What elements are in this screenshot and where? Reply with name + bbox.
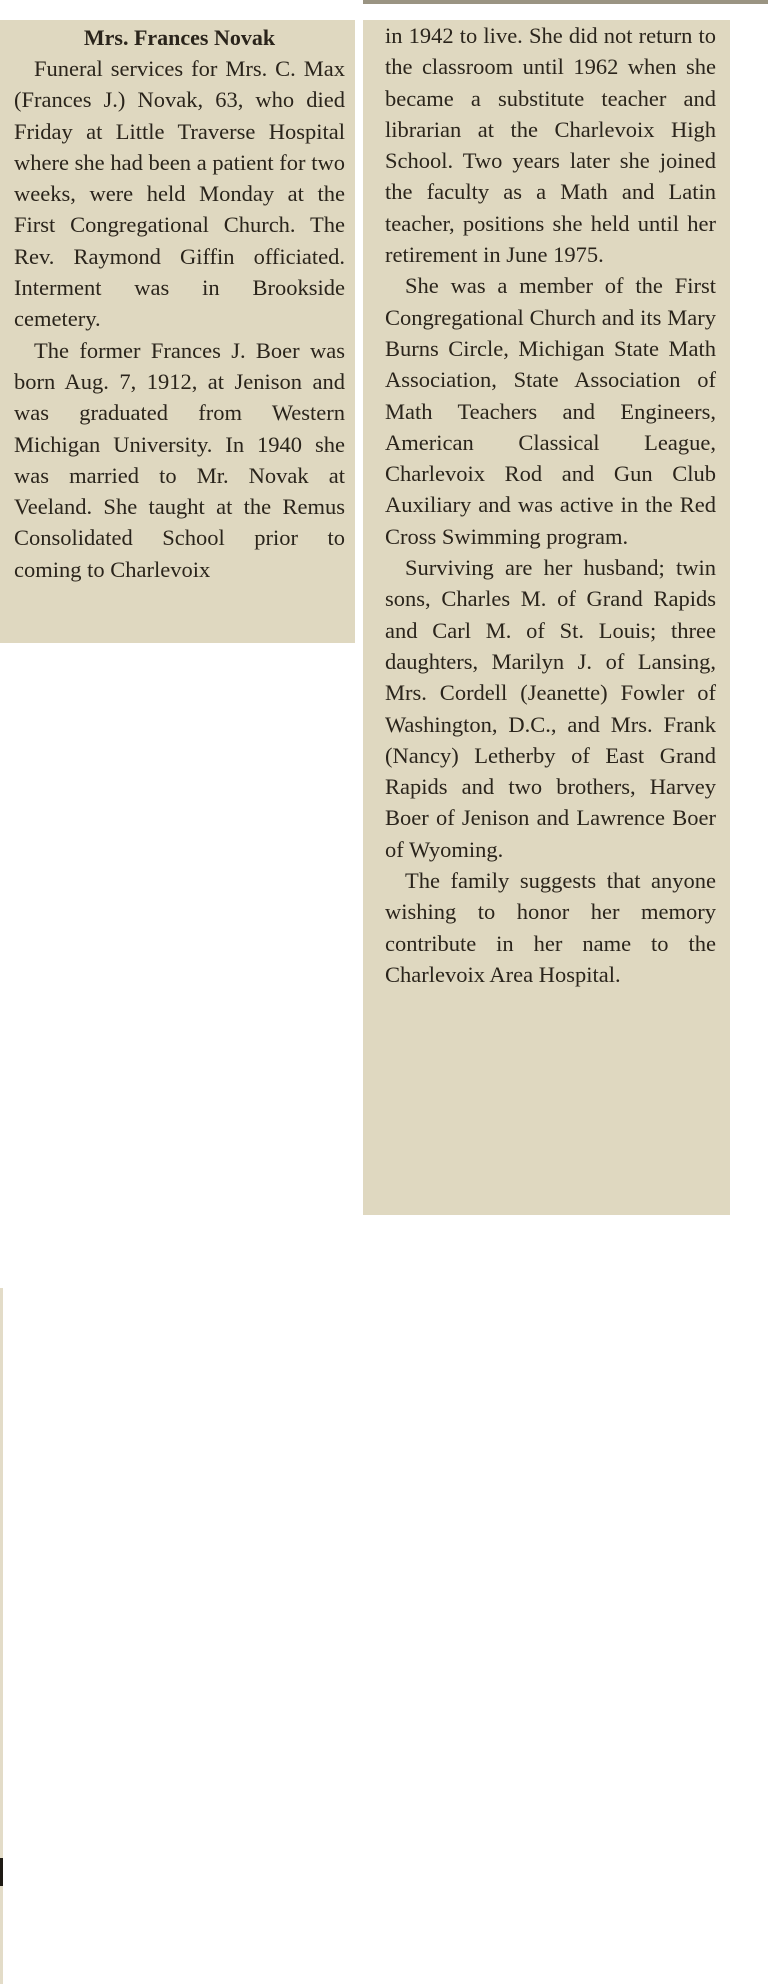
paragraph-biography: The former Frances J. Boer was born Aug. 7, 1912, at Jenison and was graduated from Western Michigan University. In 1940 she was married to Mr. Novak at Veeland. She taught at the Remus Consolidated School prior to coming to Charlevoix [14, 337, 345, 582]
scan-tick-mark [0, 1858, 3, 1886]
paragraph-biography-continued: in 1942 to live. She did not return to the classroom until 1962 when she became a substitute teacher and librarian at the Charlevoix High School. Two years later she joined the faculty as a Math and Latin teacher, positions she held until her retirement in June 1975. [385, 23, 716, 268]
article-column-1 [0, 20, 355, 643]
clipping-edge-strip [363, 0, 768, 4]
paragraph-memorial: The family suggests that anyone wishing to honor her memory contribute in her name to the Charlevoix Area Hospital. [385, 868, 716, 987]
article-column-2 [363, 20, 730, 1215]
headline: Mrs. Frances Novak [83, 25, 276, 50]
paragraph-memberships: She was a member of the First Congregational Church and its Mary Burns Circle, Michigan State Math Association, State Association of Math Teachers and Engineers, American Classical League, Charlevoix Rod and Gun Club Auxiliary and was active in the Red Cross Swimming program. [385, 273, 716, 549]
paragraph-services: Funeral services for Mrs. C. Max (Frances J.) Novak, 63, who died Friday at Little Traverse Hospital where she had been a patient for two weeks, were held Monday at the First Congregational Church. The Rev. Raymond Giffin officiated. Interment was in Brookside cemetery. [14, 56, 345, 332]
paragraph-survivors: Surviving are her husband; twin sons, Charles M. of Grand Rapids and Carl M. of St. Louis; three daughters, Marilyn J. of Lansing, Mrs. Cordell (Jeanette) Fowler of Washington, D.C., and Mrs. Frank (Nancy) Letherby of East Grand Rapids and two brothers, Harvey Boer of Jenison and Lawrence Boer of Wyoming. [385, 555, 716, 862]
